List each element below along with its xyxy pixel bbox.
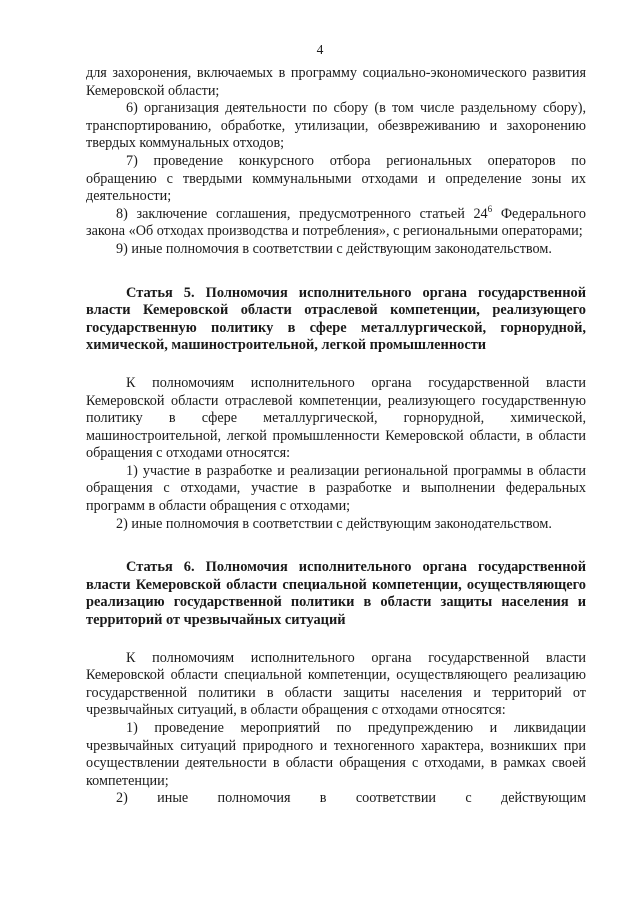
article-5-heading: Статья 5. Полномочия исполнительного органа государственной власти Кемеровской области отраслевой компетенции, реализующего государственную политику в сфере металлургической, горнорудной, химической, машиностроительной, легкой промышленности <box>86 284 586 354</box>
list-item: 2) иные полномочия в соответствии с действующим <box>116 790 586 807</box>
document-body <box>86 65 586 808</box>
page-number: 4 <box>316 42 324 57</box>
spacer <box>86 533 586 559</box>
list-item: 9) иные полномочия в соответствии с действующим законодательством. <box>116 240 552 257</box>
list-item-text: Федерального закона «Об отходах производства и потребления», с региональными операторами; <box>86 205 586 240</box>
article-6-heading: Статья 6. Полномочия исполнительного органа государственной власти Кемеровской области специальной компетенции, осуществляющего реализацию государственной политики в области защиты населения и территорий от чрезвычайных ситуаций <box>86 559 586 629</box>
list-item: 2) иные полномочия в соответствии с действующим законодательством. <box>116 515 552 532</box>
list-item: 1) проведение мероприятий по предупреждению и ликвидации чрезвычайных ситуаций природного и техногенного характера, возникших при осуществлении деятельности в области обращения с отходами, в рамках своей компетенции; <box>86 720 586 789</box>
list-item: для захоронения, включаемых в программу социально-экономического развития Кемеровской области; <box>86 65 586 99</box>
list-item: 1) участие в разработке и реализации региональной программы в области обращения с отходами, участие в разработке и выполнении федеральных программ в области обращения с отходами; <box>86 462 586 515</box>
article-5-intro: К полномочиям исполнительного органа государственной власти Кемеровской области отраслевой компетенции, реализующего государственную политику в сфере металлургической, горнорудной, химической, машиностроительной, легкой промышленности Кемеровской области, в области обращения с отходами относятся: <box>86 374 586 462</box>
spacer <box>86 355 586 375</box>
article-6-intro: К полномочиям исполнительного органа государственной власти Кемеровской области специальной компетенции, осуществляющего реализацию государственной политики в области защиты населения и территорий от чрезвычайных ситуаций, в области обращения с отходами относятся: <box>86 649 586 719</box>
list-item: 7) проведение конкурсного отбора региональных операторов по обращению с твердыми коммунальными отходами и определение зоны их деятельности; <box>86 152 586 205</box>
list-item <box>86 203 586 241</box>
spacer <box>86 630 586 650</box>
list-item-text: 8) заключение соглашения, предусмотренного статьей 24 <box>116 205 488 222</box>
list-item: 6) организация деятельности по сбору (в том числе раздельному сбору), транспортированию, обработке, утилизации, обезвреживанию и захоронению твердых коммунальных отходов; <box>86 100 586 152</box>
superscript: 6 <box>487 203 493 214</box>
spacer <box>86 259 586 285</box>
